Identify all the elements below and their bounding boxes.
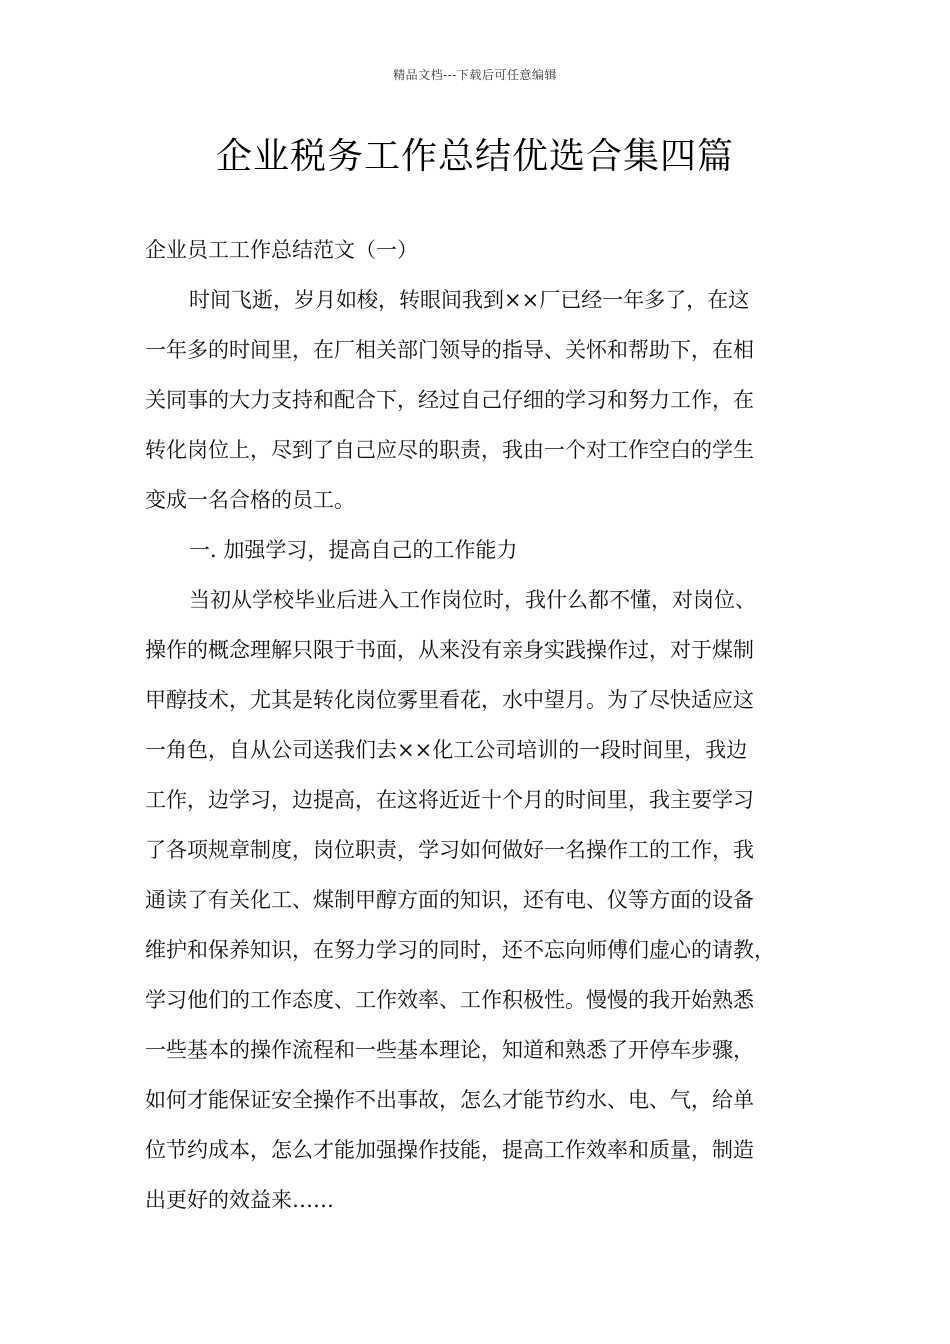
subheading: 一. 加强学习，提高自己的工作能力: [189, 538, 518, 562]
paragraph-line: 一年多的时间里，在厂相关部门领导的指导、关怀和帮助下，在相: [145, 338, 754, 362]
paragraph-line: 一角色，自从公司送我们去××化工公司培训的一段时间里，我边: [145, 738, 748, 762]
paragraph-line: 了各项规章制度，岗位职责，学习如何做好一名操作工的工作，我: [145, 838, 754, 862]
paragraph-line: 工作，边学习，边提高，在这将近近十个月的时间里，我主要学习: [145, 788, 754, 812]
paragraph-line: 位节约成本，怎么才能加强操作技能，提高工作效率和质量，制造: [145, 1138, 754, 1162]
header-note: 精品文档---下载后可任意编辑: [393, 68, 557, 82]
paragraph-line: 一些基本的操作流程和一些基本理论，知道和熟悉了开停车步骤，: [145, 1038, 754, 1062]
paragraph-line: 学习他们的工作态度、工作效率、工作积极性。慢慢的我开始熟悉: [145, 988, 754, 1012]
paragraph-line: 操作的概念理解只限于书面，从来没有亲身实践操作过，对于煤制: [145, 638, 754, 662]
document-title: 企业税务工作总结优选合集四篇: [215, 136, 734, 177]
paragraph-line: 出更好的效益来……: [145, 1188, 334, 1212]
document-body: [145, 236, 817, 1236]
paragraph-line: 如何才能保证安全操作不出事故，怎么才能节约水、电、气，给单: [145, 1088, 754, 1112]
paragraph-line: 维护和保养知识，在努力学习的同时，还不忘向师傅们虚心的请教，: [145, 938, 775, 962]
paragraph-line: 变成一名合格的员工。: [145, 488, 355, 512]
paragraph-line: 时间飞逝，岁月如梭，转眼间我到××厂已经一年多了，在这: [189, 288, 750, 312]
paragraph-line: 甲醇技术，尤其是转化岗位雾里看花，水中望月。为了尽快适应这: [145, 688, 754, 712]
paragraph-line: 关同事的大力支持和配合下，经过自己仔细的学习和努力工作，在: [145, 388, 754, 412]
paragraph-line: 当初从学校毕业后进入工作岗位时，我什么都不懂，对岗位、: [189, 588, 756, 612]
section-heading: 企业员工工作总结范文（一）: [145, 238, 418, 262]
paragraph-line: 转化岗位上，尽到了自己应尽的职责，我由一个对工作空白的学生: [145, 438, 754, 462]
paragraph-line: 通读了有关化工、煤制甲醇方面的知识，还有电、仪等方面的设备: [145, 888, 754, 912]
